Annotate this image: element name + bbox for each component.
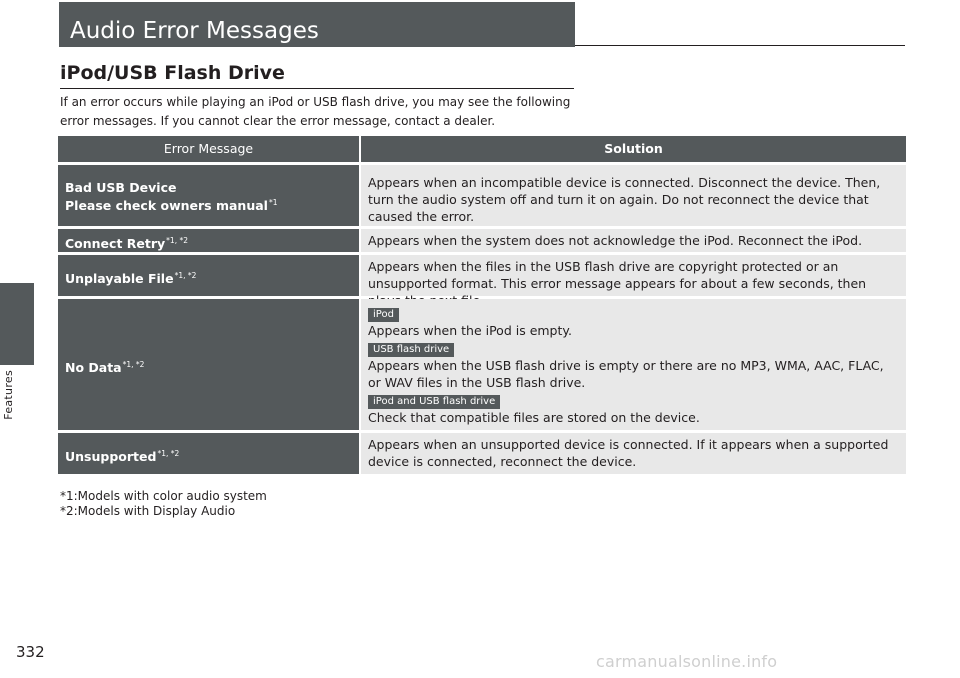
error-message-cell xyxy=(58,299,359,430)
solution-cell: Appears when the files in the USB flash drive are copyright protected or an unsupported format. This error message appears for about a few seconds, then xyxy=(361,255,906,296)
error-message-line: Unsupported xyxy=(65,449,157,465)
table-row xyxy=(58,229,906,252)
table-row xyxy=(58,165,906,226)
title-rule xyxy=(575,45,905,46)
footnote: *2:Models with Display Audio xyxy=(60,504,236,518)
header-solution: Solution xyxy=(361,136,906,162)
header-error-message: Error Message xyxy=(58,136,359,162)
footnote-ref: *1, *2 xyxy=(157,449,180,458)
solution-line: Check that compatible files are stored on the device. xyxy=(368,410,700,425)
footnotes xyxy=(60,489,267,519)
solution-line: Appears when the USB flash drive is empty or there are no MP3, WMA, AAC, FLAC, or WAV files in the USB flash drive. xyxy=(368,358,884,390)
error-message-line: Unplayable File xyxy=(65,271,174,287)
condition-tag-ipod-and-usb: iPod and USB flash drive xyxy=(368,395,500,409)
footnote-ref: *1, *2 xyxy=(174,271,197,280)
condition-tag-usb-flash-drive: USB flash drive xyxy=(368,343,454,357)
section-tab xyxy=(0,283,34,365)
section-heading: iPod/USB Flash Drive xyxy=(60,62,285,84)
footnote-ref: *1 xyxy=(268,198,278,207)
error-message-cell xyxy=(58,255,359,296)
solution-line: Appears when the iPod is empty. xyxy=(368,323,572,338)
table-row xyxy=(58,433,906,474)
page-title: Audio Error Messages xyxy=(59,2,575,47)
error-message-line: Bad USB Device xyxy=(65,180,177,195)
error-message-table xyxy=(58,136,906,474)
table-header-row xyxy=(58,136,906,162)
table-row xyxy=(58,255,906,296)
solution-cell: Appears when the system does not acknowledge the iPod. Reconnect the iPod. xyxy=(361,229,906,252)
error-message-line: Connect Retry xyxy=(65,236,166,252)
watermark: carmanualsonline.info xyxy=(596,652,778,671)
footnote-ref: *1, *2 xyxy=(166,236,188,245)
intro-paragraph: If an error occurs while playing an iPod or USB flash drive, you may see the following error messages. If you cannot clear the error message, contact a dealer. xyxy=(60,95,571,128)
footnote-ref: *1, *2 xyxy=(122,360,145,369)
error-message-line: Please check owners manual xyxy=(65,198,268,214)
solution-cell: Appears when an incompatible device is connected. Disconnect the device. Then, turn the audio system off and turn it on again. Do not reconnect the device that caused the error. xyxy=(361,165,906,226)
section-rule xyxy=(60,88,574,89)
error-message-cell xyxy=(58,433,359,474)
page-number: 332 xyxy=(16,643,45,661)
condition-tag-ipod: iPod xyxy=(368,308,399,322)
error-message-line: No Data xyxy=(65,360,122,376)
solution-cell: Appears when an unsupported device is connected. If it appears when a supported device is connected, reconnect the device. xyxy=(361,433,906,474)
solution-cell xyxy=(361,299,906,430)
table-row xyxy=(58,299,906,430)
error-message-cell xyxy=(58,229,359,252)
error-message-cell xyxy=(58,165,359,226)
footnote: *1:Models with color audio system xyxy=(60,489,267,503)
section-tab-label: Features xyxy=(2,370,15,420)
